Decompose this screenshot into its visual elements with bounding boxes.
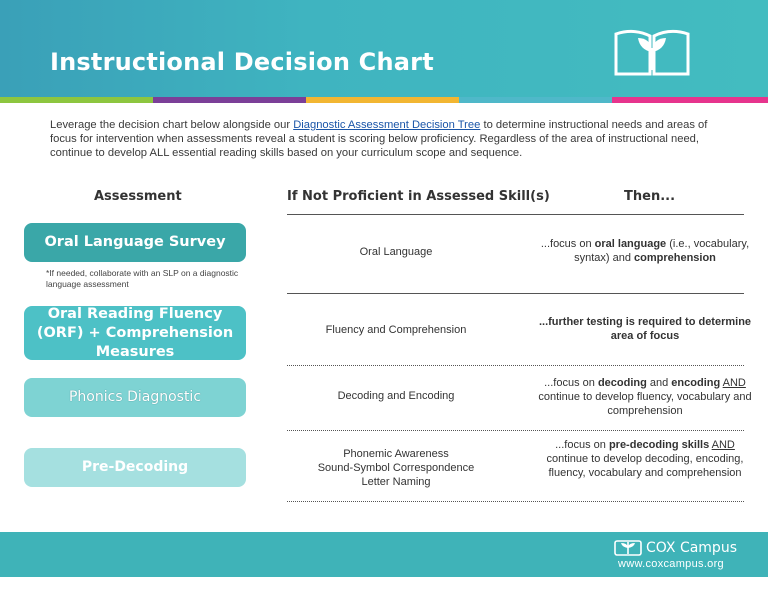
assessment-phonics-diagnostic: Phonics Diagnostic [24,378,246,417]
then-fluency-comprehension [535,315,755,343]
row-divider-1 [287,293,744,294]
header-banner [0,0,768,97]
then-pre-decoding [535,438,755,480]
skill-oral-language: Oral Language [359,246,433,258]
intro-text-end: to determine instructional needs and areas of focus for intervention when assessments reveal a student is scoring below proficiency. Regardless of the area of instructional need, continue to develop ALL essential reading skills based on your curriculum scope and sequence. [50,119,708,159]
header-divider [287,214,744,215]
assessment-orf-comprehension: Oral Reading Fluency (ORF) + Comprehension Measures [24,306,246,360]
then-text-segment: AND [722,377,746,389]
skill-pre-decoding-list [287,447,505,489]
then-text-segment: encoding [671,377,721,389]
decision-tree-link[interactable]: Diagnostic Assessment Decision Tree [293,119,481,131]
slp-note: *If needed, collaborate with an SLP on a diagnostic language assessment [46,268,239,289]
skill-line: Phonemic Awareness [343,448,449,460]
skill-line: Sound-Symbol Correspondence [317,462,475,474]
row-divider-2 [287,365,744,366]
then-text-segment: pre-decoding skills [608,439,710,451]
skill-fluency-comprehension: Fluency and Comprehension [325,324,467,336]
intro-paragraph [50,118,710,160]
then-decoding-encoding [535,376,755,418]
then-text-segment: comprehension [634,252,716,264]
row-divider-3 [287,430,744,431]
column-header-assessment: Assessment [94,189,182,204]
skill-line: Letter Naming [361,476,431,488]
then-text-segment: decoding [597,377,647,389]
stripe-purple [153,97,306,103]
row-divider-4 [287,501,744,502]
then-text-segment: AND [711,439,735,451]
then-text-segment: (i.e., vocabulary, syntax) and [574,238,750,264]
then-text-segment: continue to develop fluency, vocabulary and comprehension [538,391,752,417]
footer-brand: COX Campus [646,540,737,556]
stripe-teal [459,97,612,103]
then-text-segment: ...further testing is required to determine area of focus [538,316,752,342]
footer-logo[interactable] [614,538,740,558]
assessment-oral-language-survey: Oral Language Survey [24,223,246,262]
then-oral-language [535,237,755,265]
footer-url[interactable]: www.coxcampus.org [618,558,724,570]
column-header-then: Then... [624,189,676,204]
then-text-segment: and [646,377,672,389]
assessment-pre-decoding: Pre-Decoding [24,448,246,487]
then-text-segment: continue to develop decoding, encoding, fluency, vocabulary and comprehension [546,453,744,479]
open-book-sprout-icon [612,26,692,78]
stripe-green [0,97,153,103]
cox-book-icon [614,539,642,557]
then-text-segment: ...focus on [555,439,609,451]
stripe-yellow [306,97,459,103]
intro-text-start: Leverage the decision chart below alongside our [50,119,294,131]
then-text-segment: ...focus on [544,377,598,389]
page-title: Instructional Decision Chart [50,48,434,76]
then-text-segment: oral language [594,238,667,250]
stripe-pink [612,97,768,103]
skill-decoding-encoding: Decoding and Encoding [337,390,455,402]
then-text-segment: ...focus on [540,238,595,250]
column-header-if-not-proficient: If Not Proficient in Assessed Skill(s) [287,189,550,204]
